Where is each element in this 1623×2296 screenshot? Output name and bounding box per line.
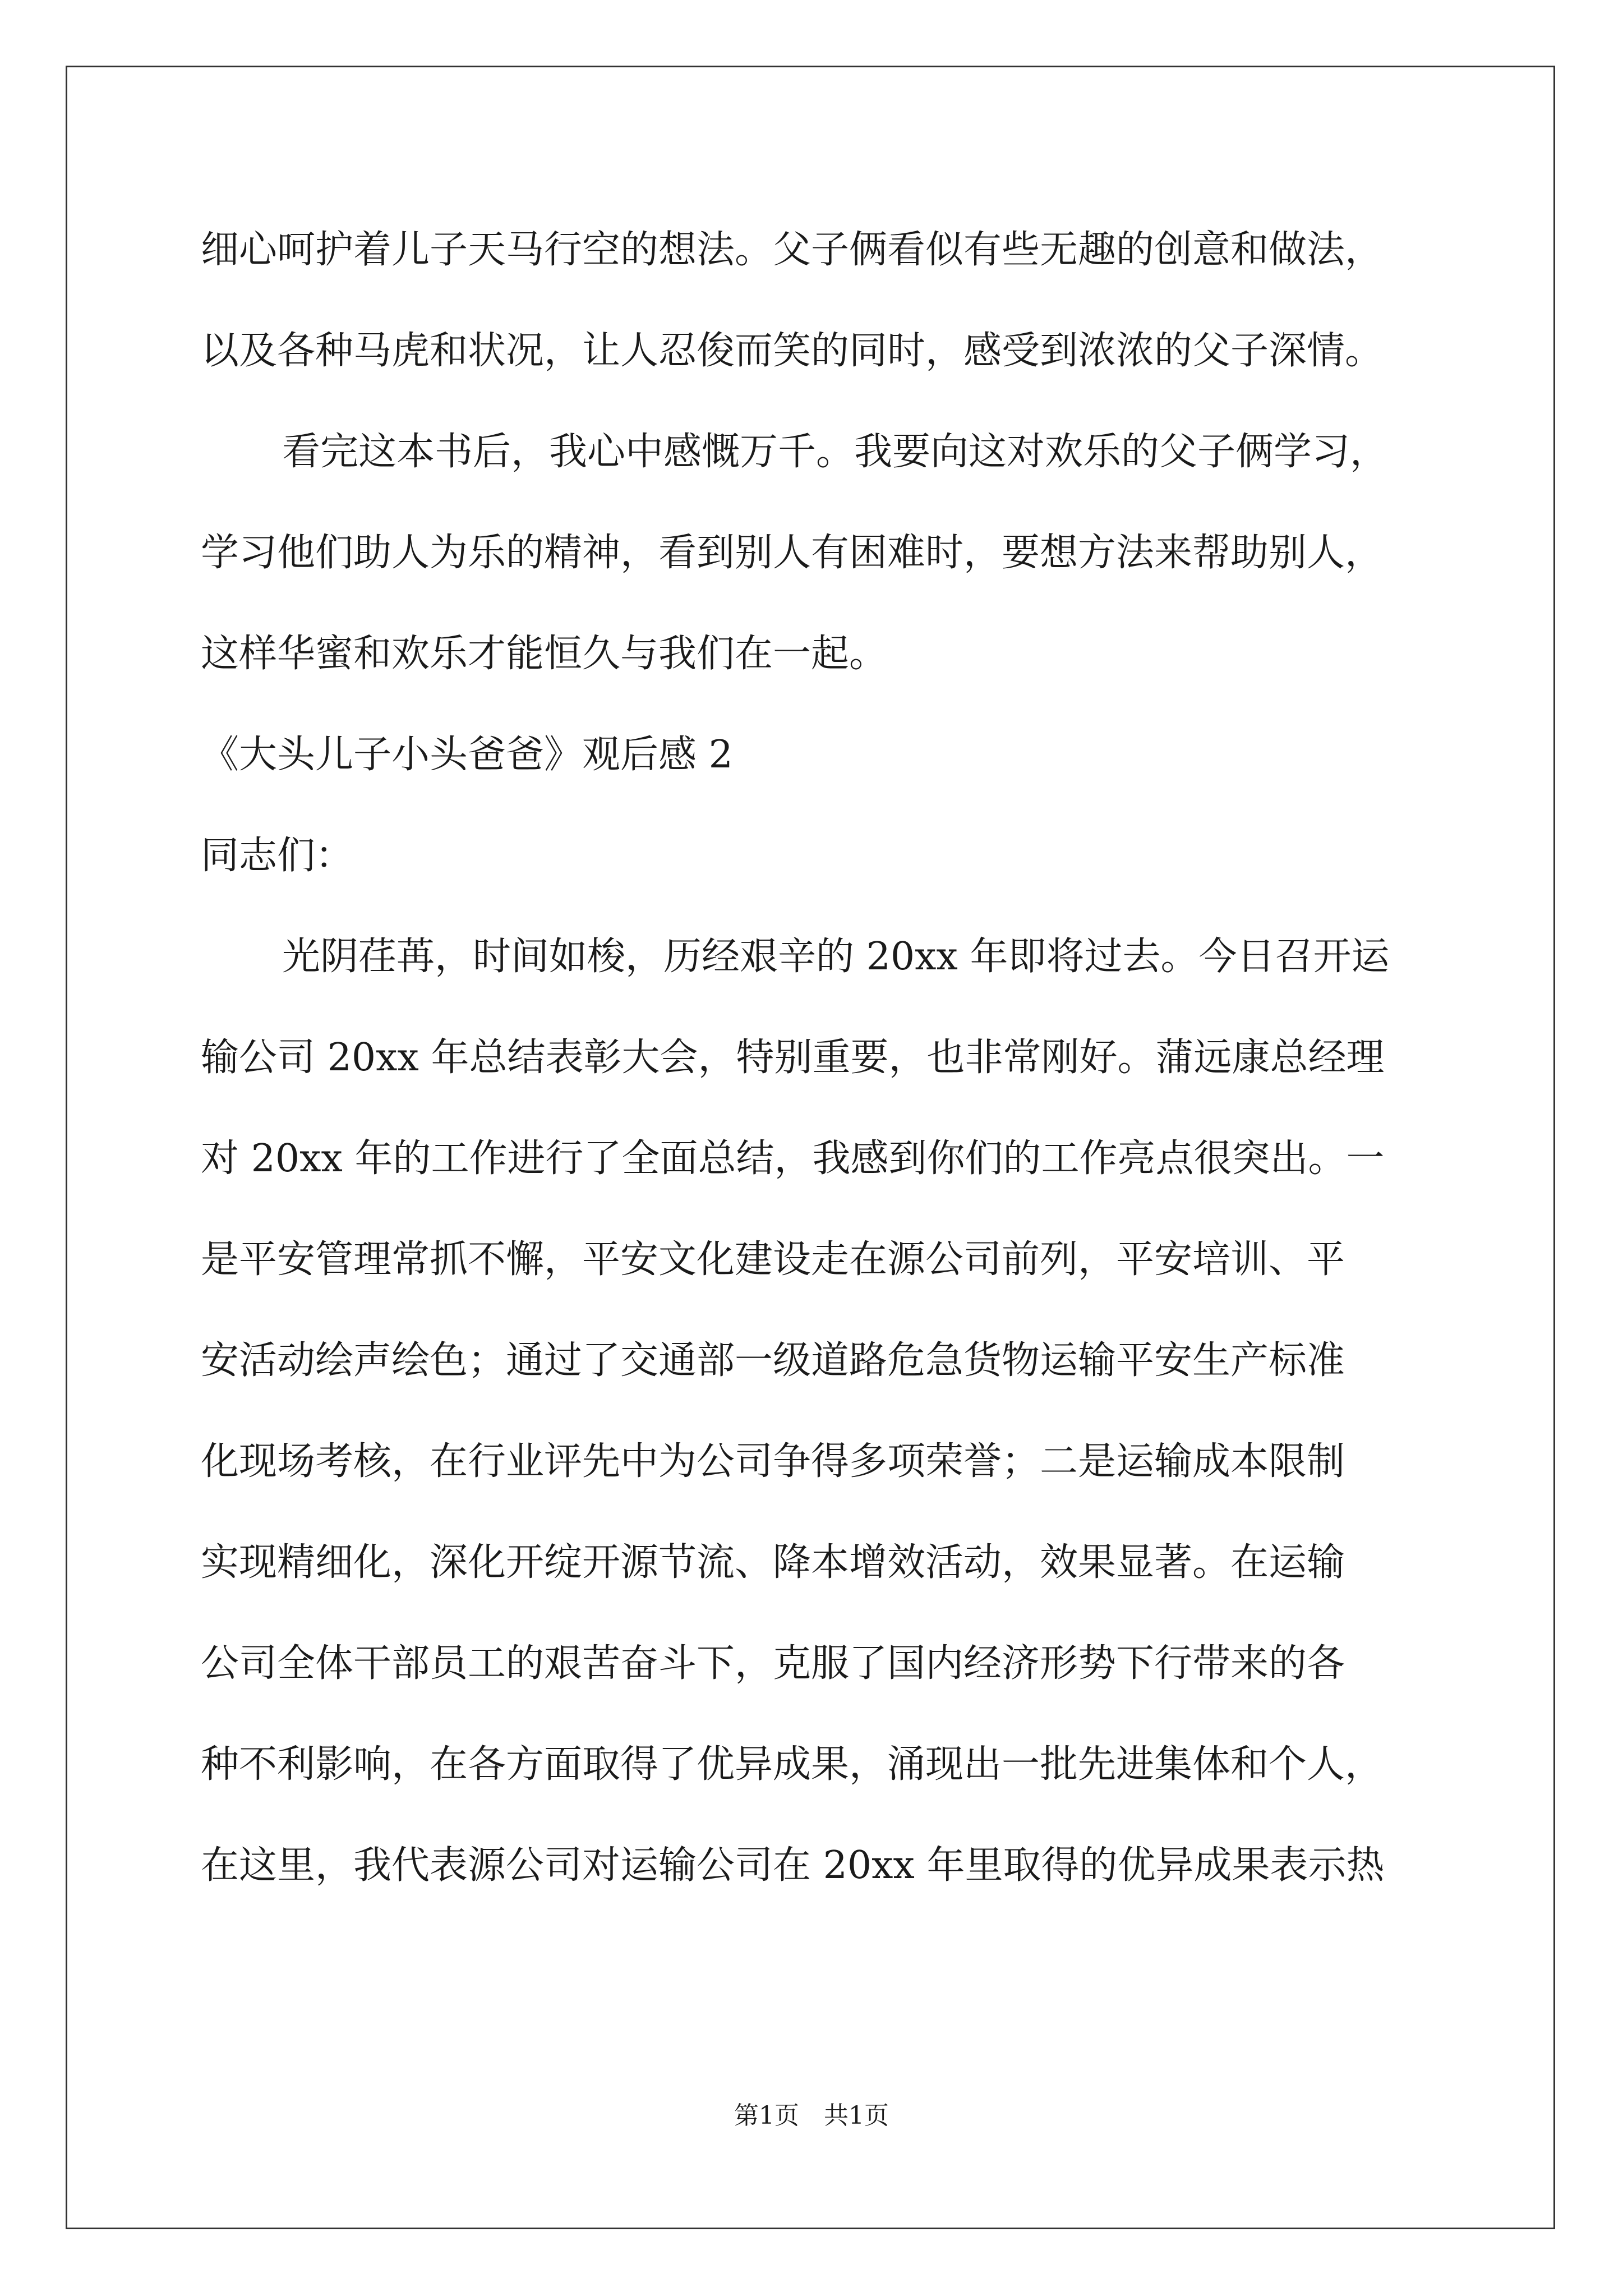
paragraph-start-line: 看完这本书后，我心中感慨万千。我要向这对欢乐的父子俩学习，	[282, 430, 1389, 474]
page-footer: 第1页 共1页	[734, 2101, 889, 2130]
body-line: 以及各种马虎和状况，让人忍俊而笑的同时，感受到浓浓的父子深情。	[201, 329, 1384, 373]
body-line: 化现场考核，在行业评先中为公司争得多项荣誉；二是运输成本限制	[201, 1439, 1345, 1484]
body-line: 是平安管理常抓不懈，平安文化建设走在源公司前列，平安培训、平	[201, 1237, 1345, 1282]
body-line: 实现精细化，深化开绽开源节流、降本增效活动，效果显著。在运输	[201, 1540, 1345, 1585]
body-line: 输公司 20xx 年总结表彰大会，特别重要，也非常刚好。蒲远康总经理	[201, 1036, 1385, 1080]
body-line: 这样华蜜和欢乐才能恒久与我们在一起。	[201, 632, 888, 676]
body-line: 种不利影响，在各方面取得了优异成果，涌现出一批先进集体和个人，	[201, 1742, 1384, 1787]
body-line: 对 20xx 年的工作进行了全面总结，我感到你们的工作亮点很突出。一	[201, 1137, 1385, 1181]
paragraph-start-line: 光阴荏苒，时间如梭，历经艰辛的 20xx 年即将过去。今日召开运	[282, 935, 1390, 979]
body-line: 在这里，我代表源公司对运输公司在 20xx 年里取得的优异成果表示热	[201, 1843, 1385, 1888]
salutation: 同志们：	[201, 834, 354, 878]
body-line: 细心呵护着儿子天马行空的想法。父子俩看似有些无趣的创意和做法，	[201, 228, 1384, 272]
body-line: 学习他们助人为乐的精神，看到别人有困难时，要想方法来帮助别人，	[201, 531, 1384, 575]
body-line: 公司全体干部员工的艰苦奋斗下，克服了国内经济形势下行带来的各	[201, 1641, 1345, 1686]
section-title: 《大头儿子小头爸爸》观后感 2	[201, 733, 733, 777]
body-line: 安活动绘声绘色；通过了交通部一级道路危急货物运输平安生产标准	[201, 1338, 1345, 1383]
